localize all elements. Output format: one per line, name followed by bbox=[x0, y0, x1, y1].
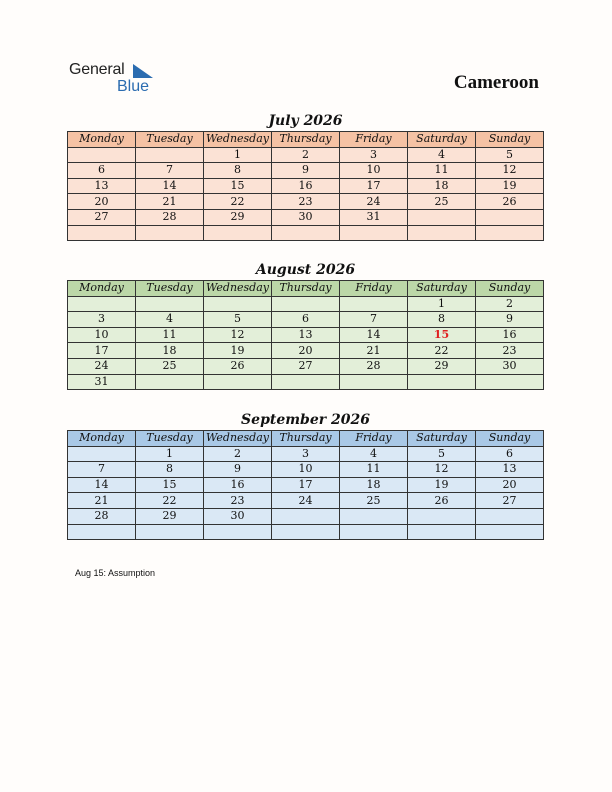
weekday-header: Saturday bbox=[408, 431, 476, 447]
day-cell: 18 bbox=[408, 178, 476, 194]
day-cell: 4 bbox=[340, 446, 408, 462]
month-title: September 2026 bbox=[241, 412, 370, 428]
day-cell bbox=[136, 374, 204, 390]
day-cell: 14 bbox=[68, 477, 136, 493]
day-cell bbox=[272, 508, 340, 524]
weekday-header: Wednesday bbox=[204, 281, 272, 297]
day-cell: 11 bbox=[408, 163, 476, 179]
day-cell: 15 bbox=[204, 178, 272, 194]
day-cell: 26 bbox=[476, 194, 544, 210]
weekday-header: Tuesday bbox=[136, 132, 204, 148]
logo-blue-text: Blue bbox=[117, 78, 150, 95]
day-cell: 13 bbox=[272, 327, 340, 343]
day-cell: 10 bbox=[340, 163, 408, 179]
day-cell: 8 bbox=[408, 312, 476, 328]
day-cell: 24 bbox=[340, 194, 408, 210]
week-row bbox=[68, 524, 544, 540]
day-cell: 12 bbox=[476, 163, 544, 179]
week-row bbox=[68, 225, 544, 241]
day-cell: 30 bbox=[204, 508, 272, 524]
day-cell: 13 bbox=[68, 178, 136, 194]
day-cell: 3 bbox=[272, 446, 340, 462]
day-cell: 7 bbox=[136, 163, 204, 179]
day-cell bbox=[136, 296, 204, 312]
day-cell: 24 bbox=[68, 358, 136, 374]
day-cell: 17 bbox=[340, 178, 408, 194]
month-july bbox=[67, 111, 544, 241]
month-title: August 2026 bbox=[255, 262, 356, 278]
weekday-header-row bbox=[68, 281, 544, 297]
weekday-header: Monday bbox=[68, 281, 136, 297]
day-cell: 9 bbox=[272, 163, 340, 179]
day-cell: 16 bbox=[272, 178, 340, 194]
day-cell: 27 bbox=[476, 493, 544, 509]
day-cell: 10 bbox=[272, 462, 340, 478]
country-title: Cameroon bbox=[453, 72, 539, 93]
calendar-table bbox=[67, 280, 544, 390]
day-cell: 2 bbox=[272, 147, 340, 163]
day-cell: 9 bbox=[204, 462, 272, 478]
day-cell: 29 bbox=[408, 358, 476, 374]
day-cell bbox=[204, 296, 272, 312]
day-cell: 12 bbox=[408, 462, 476, 478]
day-cell: 25 bbox=[340, 493, 408, 509]
day-cell: 20 bbox=[68, 194, 136, 210]
day-cell bbox=[340, 225, 408, 241]
weekday-header: Monday bbox=[68, 431, 136, 447]
week-row bbox=[68, 358, 544, 374]
day-cell: 28 bbox=[340, 358, 408, 374]
week-row bbox=[68, 194, 544, 210]
day-cell bbox=[408, 374, 476, 390]
weekday-header: Thursday bbox=[272, 132, 340, 148]
day-cell: 9 bbox=[476, 312, 544, 328]
week-row bbox=[68, 209, 544, 225]
weekday-header: Sunday bbox=[476, 281, 544, 297]
day-cell: 11 bbox=[340, 462, 408, 478]
day-cell: 26 bbox=[408, 493, 476, 509]
weekday-header: Sunday bbox=[476, 431, 544, 447]
weekday-header: Sunday bbox=[476, 132, 544, 148]
logo-general-text: General bbox=[69, 61, 125, 78]
day-cell bbox=[68, 147, 136, 163]
day-cell: 2 bbox=[204, 446, 272, 462]
day-cell: 13 bbox=[476, 462, 544, 478]
day-cell bbox=[476, 508, 544, 524]
week-row bbox=[68, 147, 544, 163]
day-cell: 19 bbox=[476, 178, 544, 194]
week-row bbox=[68, 493, 544, 509]
day-cell bbox=[136, 147, 204, 163]
day-cell bbox=[136, 524, 204, 540]
week-row bbox=[68, 508, 544, 524]
day-cell: 23 bbox=[204, 493, 272, 509]
day-cell bbox=[204, 374, 272, 390]
week-row bbox=[68, 477, 544, 493]
day-cell: 8 bbox=[204, 163, 272, 179]
day-cell: 19 bbox=[408, 477, 476, 493]
day-cell: 6 bbox=[476, 446, 544, 462]
day-cell: 24 bbox=[272, 493, 340, 509]
weekday-header: Wednesday bbox=[204, 132, 272, 148]
logo bbox=[69, 61, 169, 97]
weekday-header: Friday bbox=[340, 431, 408, 447]
day-cell bbox=[340, 296, 408, 312]
day-cell: 27 bbox=[272, 358, 340, 374]
day-cell: 7 bbox=[340, 312, 408, 328]
day-cell bbox=[340, 508, 408, 524]
weekday-header: Saturday bbox=[408, 132, 476, 148]
day-cell: 15 bbox=[408, 327, 476, 343]
day-cell: 1 bbox=[136, 446, 204, 462]
day-cell: 16 bbox=[476, 327, 544, 343]
week-row bbox=[68, 178, 544, 194]
day-cell: 14 bbox=[136, 178, 204, 194]
day-cell: 20 bbox=[476, 477, 544, 493]
day-cell: 18 bbox=[136, 343, 204, 359]
day-cell: 11 bbox=[136, 327, 204, 343]
day-cell: 28 bbox=[68, 508, 136, 524]
month-september bbox=[67, 410, 544, 540]
day-cell: 5 bbox=[204, 312, 272, 328]
week-row bbox=[68, 296, 544, 312]
day-cell: 28 bbox=[136, 209, 204, 225]
day-cell bbox=[136, 225, 204, 241]
day-cell bbox=[340, 374, 408, 390]
day-cell: 5 bbox=[476, 147, 544, 163]
weekday-header: Friday bbox=[340, 281, 408, 297]
day-cell: 21 bbox=[340, 343, 408, 359]
day-cell: 10 bbox=[68, 327, 136, 343]
week-row bbox=[68, 163, 544, 179]
day-cell: 18 bbox=[340, 477, 408, 493]
weekday-header: Saturday bbox=[408, 281, 476, 297]
calendar-table bbox=[67, 430, 544, 540]
day-cell: 6 bbox=[68, 163, 136, 179]
day-cell: 7 bbox=[68, 462, 136, 478]
day-cell bbox=[408, 209, 476, 225]
day-cell bbox=[204, 225, 272, 241]
weekday-header: Thursday bbox=[272, 431, 340, 447]
day-cell: 22 bbox=[136, 493, 204, 509]
day-cell: 15 bbox=[136, 477, 204, 493]
day-cell: 29 bbox=[136, 508, 204, 524]
day-cell: 6 bbox=[272, 312, 340, 328]
weekday-header-row bbox=[68, 431, 544, 447]
day-cell bbox=[476, 225, 544, 241]
day-cell: 17 bbox=[272, 477, 340, 493]
weekday-header: Monday bbox=[68, 132, 136, 148]
weekday-header: Tuesday bbox=[136, 431, 204, 447]
day-cell bbox=[68, 296, 136, 312]
day-cell: 25 bbox=[136, 358, 204, 374]
day-cell: 2 bbox=[476, 296, 544, 312]
day-cell: 1 bbox=[204, 147, 272, 163]
day-cell: 17 bbox=[68, 343, 136, 359]
day-cell: 22 bbox=[408, 343, 476, 359]
day-cell: 27 bbox=[68, 209, 136, 225]
day-cell bbox=[340, 524, 408, 540]
day-cell: 16 bbox=[204, 477, 272, 493]
day-cell: 5 bbox=[408, 446, 476, 462]
day-cell: 22 bbox=[204, 194, 272, 210]
day-cell: 29 bbox=[204, 209, 272, 225]
weekday-header-row bbox=[68, 132, 544, 148]
month-title: July 2026 bbox=[268, 113, 343, 129]
day-cell bbox=[408, 508, 476, 524]
weekday-header: Tuesday bbox=[136, 281, 204, 297]
day-cell: 21 bbox=[136, 194, 204, 210]
day-cell bbox=[272, 296, 340, 312]
day-cell: 1 bbox=[408, 296, 476, 312]
day-cell: 4 bbox=[136, 312, 204, 328]
holiday-note: Aug 15: Assumption bbox=[75, 568, 156, 578]
week-row bbox=[68, 462, 544, 478]
day-cell: 25 bbox=[408, 194, 476, 210]
day-cell: 4 bbox=[408, 147, 476, 163]
day-cell: 23 bbox=[272, 194, 340, 210]
day-cell: 14 bbox=[340, 327, 408, 343]
day-cell bbox=[476, 524, 544, 540]
week-row bbox=[68, 374, 544, 390]
logo-triangle-icon bbox=[133, 64, 153, 78]
day-cell bbox=[272, 225, 340, 241]
weekday-header: Wednesday bbox=[204, 431, 272, 447]
day-cell bbox=[68, 225, 136, 241]
week-row bbox=[68, 343, 544, 359]
day-cell bbox=[476, 209, 544, 225]
day-cell: 12 bbox=[204, 327, 272, 343]
month-august bbox=[67, 260, 544, 390]
weekday-header: Thursday bbox=[272, 281, 340, 297]
weekday-header: Friday bbox=[340, 132, 408, 148]
day-cell bbox=[204, 524, 272, 540]
week-row bbox=[68, 327, 544, 343]
day-cell: 20 bbox=[272, 343, 340, 359]
day-cell: 19 bbox=[204, 343, 272, 359]
day-cell bbox=[476, 374, 544, 390]
day-cell bbox=[408, 225, 476, 241]
day-cell: 31 bbox=[68, 374, 136, 390]
week-row bbox=[68, 446, 544, 462]
calendar-table bbox=[67, 131, 544, 241]
day-cell bbox=[68, 446, 136, 462]
day-cell: 31 bbox=[340, 209, 408, 225]
day-cell: 3 bbox=[340, 147, 408, 163]
day-cell: 30 bbox=[476, 358, 544, 374]
week-row bbox=[68, 312, 544, 328]
day-cell: 26 bbox=[204, 358, 272, 374]
day-cell bbox=[408, 524, 476, 540]
day-cell: 21 bbox=[68, 493, 136, 509]
day-cell bbox=[272, 524, 340, 540]
day-cell bbox=[68, 524, 136, 540]
day-cell: 3 bbox=[68, 312, 136, 328]
day-cell: 8 bbox=[136, 462, 204, 478]
day-cell: 30 bbox=[272, 209, 340, 225]
day-cell bbox=[272, 374, 340, 390]
day-cell: 23 bbox=[476, 343, 544, 359]
holiday-notes bbox=[75, 568, 155, 578]
